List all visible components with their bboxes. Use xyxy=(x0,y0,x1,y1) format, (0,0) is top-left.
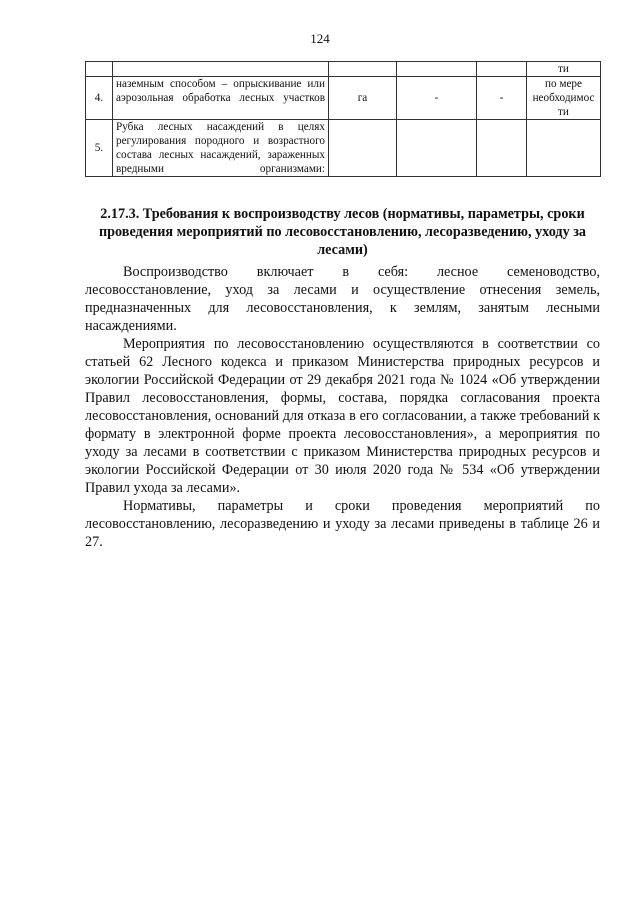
value-cell: - xyxy=(477,77,527,120)
measure-name-cell: наземным способом – опрыскивание или аэрозольная обработка лесных участков xyxy=(113,77,329,120)
value-cell xyxy=(397,120,477,177)
measure-name-cell: Рубка лесных насаждений в целях регулирования породного и возрастного состава лесных насаждений, зараженных вредными организмами: xyxy=(113,120,329,177)
table-row xyxy=(86,120,601,177)
row-number-cell: 4. xyxy=(86,77,113,120)
body-text xyxy=(85,263,600,551)
table-row xyxy=(86,77,601,120)
term-cell: ти xyxy=(527,62,601,77)
unit-cell: га xyxy=(329,77,397,120)
measures-table xyxy=(85,61,601,177)
value-cell xyxy=(477,120,527,177)
value-cell xyxy=(477,62,527,77)
measure-name-cell xyxy=(113,62,329,77)
paragraph: Воспроизводство включает в себя: лесное семеноводство, лесовосстановление, уход за лесами и осуществление отнесения земель, предназначенных для лесовосстановления, к землям, занятым лесными насаждениями. xyxy=(85,264,600,334)
page-number: 124 xyxy=(310,31,330,46)
term-cell xyxy=(527,120,601,177)
value-cell xyxy=(397,62,477,77)
term-cell: по мере необходимос ти xyxy=(527,77,601,120)
table-row xyxy=(86,62,601,77)
row-number-cell xyxy=(86,62,113,77)
section-heading: 2.17.3. Требования к воспроизводству лесов (нормативы, параметры, сроки проведения мероприятий по лесовосстановлению, лесоразведению, уходу за лесами) xyxy=(98,206,587,258)
value-cell: - xyxy=(397,77,477,120)
unit-cell xyxy=(329,120,397,177)
row-number-cell: 5. xyxy=(86,120,113,177)
paragraph: Нормативы, параметры и сроки проведения мероприятий по лесовосстановлению, лесоразведению и уходу за лесами приведены в таблице 26 и 27. xyxy=(85,498,600,550)
paragraph: Мероприятия по лесовосстановлению осуществляются в соответствии со статьей 62 Лесного кодекса и приказом Министерства природных ресурсов и экологии Российской Федерации от 29 декабря 2021 года № 1024 «Об утверждении Правил лесовосстановления, формы, состава, порядка согласования проекта лесовосстановления, оснований для отказа в его согласовании, а также требований к формату в электронной форме проекта лесовосстановления», а мероприятия по уходу за лесами в соответствии с приказом Министерства природных ресурсов и экологии Российской Федерации от 30 июля 2020 года № 534 «Об утверждении Правил ухода за лесами». xyxy=(85,336,600,496)
unit-cell xyxy=(329,62,397,77)
